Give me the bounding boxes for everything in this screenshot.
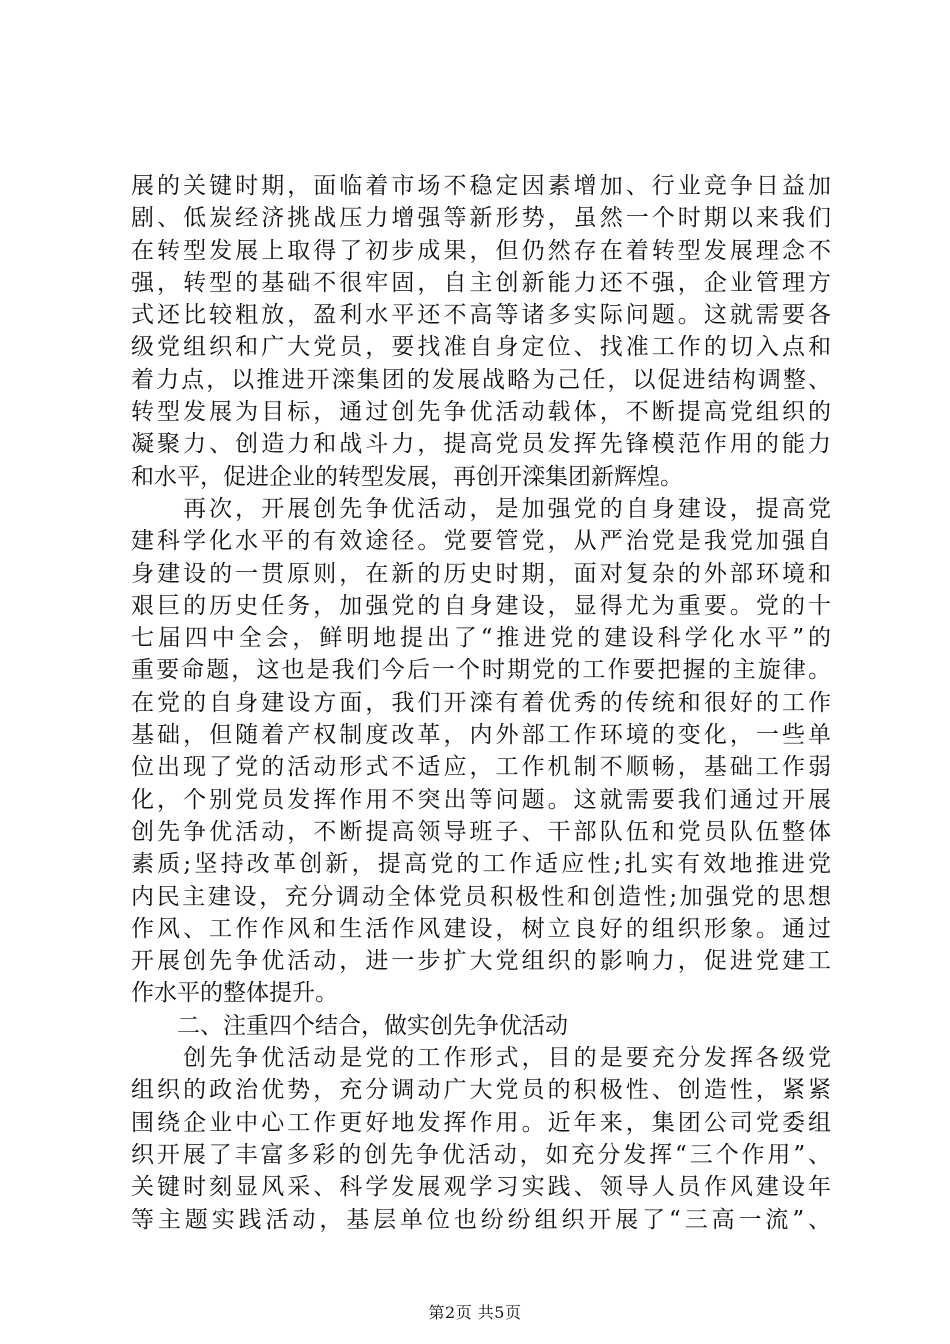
text-line: 开展创先争优活动，进一步扩大党组织的影响力，促进党建工 <box>131 948 831 975</box>
text-line: 基础，但随着产权制度改革，内外部工作环境的变化，一些单 <box>131 722 831 749</box>
text-line: 创先争优活动，不断提高领导班子、干部队伍和党员队伍整体 <box>131 818 831 845</box>
text-line: 展的关键时期，面临着市场不稳定因素增加、行业竞争日益加 <box>131 173 831 199</box>
text-line: 组织的政治优势，充分调动广大党员的积极性、创造性，紧紧 <box>131 1077 831 1104</box>
text-line: 转型发展为目标，通过创先争优活动载体，不断提高党组织的 <box>131 399 831 426</box>
text-line: 强，转型的基础不很牢固，自主创新能力还不强，企业管理方 <box>131 269 831 296</box>
page-number: 第2页 共5页 <box>428 1303 522 1322</box>
text-line: 在转型发展上取得了初步成果，但仍然存在着转型发展理念不 <box>131 237 831 264</box>
text-line: 身建设的一贯原则，在新的历史时期，面对复杂的外部环境和 <box>131 560 831 587</box>
text-line: 剧、低炭经济挑战压力增强等新形势，虽然一个时期以来我们 <box>131 205 831 232</box>
text-line: 级党组织和广大党员，要找准自身定位、找准工作的切入点和 <box>131 334 831 361</box>
text-line: 在党的自身建设方面，我们开滦有着优秀的传统和很好的工作 <box>131 689 831 716</box>
text-line: 七届四中全会，鲜明地提出了“推进党的建设科学化水平”的 <box>131 625 831 652</box>
text-line: 围绕企业中心工作更好地发挥作用。近年来，集团公司党委组 <box>131 1109 831 1136</box>
text-line: 位出现了党的活动形式不适应，工作机制不顺畅，基础工作弱 <box>131 754 831 781</box>
section-heading: 二、注重四个结合，做实创先争优活动 <box>131 1012 568 1039</box>
text-line: 化，个别党员发挥作用不突出等问题。这就需要我们通过开展 <box>131 786 831 813</box>
text-line: 素质;坚持改革创新，提高党的工作适应性;扎实有效地推进党 <box>131 851 831 878</box>
text-line: 艰巨的历史任务，加强党的自身建设，显得尤为重要。党的十 <box>131 592 831 619</box>
text-line: 凝聚力、创造力和战斗力，提高党员发挥先锋模范作用的能力 <box>131 431 831 458</box>
text-line: 等主题实践活动，基层单位也纷纷组织开展了“三高一流”、 <box>131 1206 831 1233</box>
document-body <box>131 170 831 1236</box>
text-line: 内民主建设，充分调动全体党员积极性和创造性;加强党的思想 <box>131 883 831 910</box>
text-line: 和水平，促进企业的转型发展，再创开滦集团新辉煌。 <box>131 463 683 490</box>
text-line: 式还比较粗放，盈利水平还不高等诸多实际问题。这就需要各 <box>131 302 831 329</box>
text-line: 建科学化水平的有效途径。党要管党，从严治党是我党加强自 <box>131 528 831 555</box>
text-line: 创先争优活动是党的工作形式，目的是要充分发挥各级党 <box>131 1045 831 1072</box>
text-line: 织开展了丰富多彩的创先争优活动，如充分发挥“三个作用”、 <box>131 1141 831 1168</box>
text-line: 关键时刻显风采、科学发展观学习实践、领导人员作风建设年 <box>131 1174 831 1201</box>
text-line: 重要命题，这也是我们今后一个时期党的工作要把握的主旋律。 <box>131 657 831 684</box>
text-line: 再次，开展创先争优活动，是加强党的自身建设，提高党 <box>131 495 831 522</box>
text-line: 作水平的整体提升。 <box>131 980 338 1007</box>
text-line: 着力点，以推进开滦集团的发展战略为己任，以促进结构调整、 <box>131 366 831 393</box>
text-line: 作风、工作作风和生活作风建设，树立良好的组织形象。通过 <box>131 915 831 942</box>
